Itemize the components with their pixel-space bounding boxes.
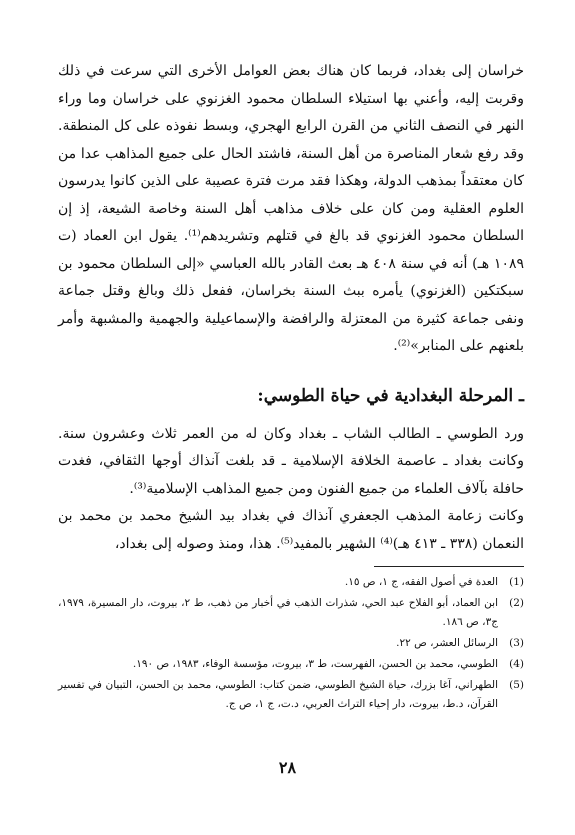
footnote-text: ابن العماد، أبو الفلاح عبد الحي، شذرات الذهب في أخبار من ذهب، ط ٢، بيروت، دار المسيرة، ١٩٧٩، ج٣، ص ١٨٦. bbox=[58, 597, 498, 628]
footnote-text: العدة في أصول الفقه، ج ١، ص ١٥. bbox=[344, 576, 498, 588]
footnote-text: الرسائل العشر، ص ٢٢. bbox=[396, 637, 498, 649]
footnote-item bbox=[58, 676, 524, 714]
page-number: ٢٨ bbox=[278, 758, 297, 777]
section-paragraph-1: ورد الطوسي ـ الطالب الشاب ـ بغداد وكان له من العمر ثلاث وعشرون سنة. وكانت بغداد ـ عاصمة الخلافة الإسلامية ـ قد بلغت آنذاك أوجها الثقافي، فغدت حافلة بآلاف العلماء من جميع الفنون ومن جميع المذاهب الإسلامية⁽³⁾. bbox=[58, 425, 524, 497]
footnote-text: الطهراني، آغا بزرك، حياة الشيخ الطوسي، ضمن كتاب: الطوسي، محمد بن الحسن، التبيان في تفسير القرآن، د.ط، بيروت، دار إحياء التراث العربي، د.ت، ج ١، ص ج. bbox=[58, 679, 498, 710]
section-heading: ـ المرحلة البغدادية في حياة الطوسي: bbox=[257, 385, 524, 406]
footnote-divider bbox=[374, 566, 524, 567]
section-paragraph-2: وكانت زعامة المذهب الجعفري آنذاك في بغداد بيد الشيخ محمد بن محمد بن النعمان (٣٣٨ ـ ٤١٣ هـ)⁽⁴⁾ الشهير بالمفيد⁽⁵⁾. هذا، ومنذ وصوله إلى بغداد، bbox=[58, 508, 524, 552]
footnote-number: (1) bbox=[509, 576, 524, 588]
footnotes-list bbox=[58, 573, 524, 714]
footnote-item bbox=[58, 634, 524, 653]
footnote-number: (4) bbox=[509, 658, 524, 670]
footnote-text: الطوسي، محمد بن الحسن، الفهرست، ط ٣، بيروت، مؤسسة الوفاء، ١٩٨٣، ص ١٩٠. bbox=[132, 658, 498, 670]
footnote-item bbox=[58, 573, 524, 592]
footnote-item bbox=[58, 594, 524, 632]
top-paragraph: خراسان إلى بغداد، فربما كان هناك بعض العوامل الأخرى التي سرعت في ذلك وقربت إليه، وأعني بها استيلاء السلطان محمود الغزنوي على خراسان وما وراء النهر في النصف الثاني من القرن الرابع الهجري، وبسط نفوذه على كل المنطقة. وقد رفع شعار المناصرة من أهل السنة، فاشتد الحال على جميع المذاهب عدا من كان معتقداً بمذهب الدولة، وهكذا فقد مرت فترة عصيبة على الذين كانوا يدرسون العلوم العقلية ومن كان على خلاف مذاهب أهل السنة وخاصة الشيعة، إذ إن السلطان محمود الغزنوي قد بالغ في قتلهم وتشريدهم⁽¹⁾. يقول ابن العماد (ت ١٠٨٩ هـ) أنه في سنة ٤٠٨ هـ بعث القادر بالله العباسي «إلى السلطان محمود بن سبكتكين (الغزنوي) يأمره ببث السنة بخراسان، ففعل ذلك وبالغ وقتل جماعة ونفى جماعة كثيرة من المعتزلة والرافضة والإسماعيلية والجهمية والمشبهة وأمر بلعنهم على المنابر»⁽²⁾. bbox=[58, 63, 524, 354]
section-body bbox=[58, 421, 524, 559]
footnote-number: (2) bbox=[509, 597, 524, 609]
footnote-item bbox=[58, 655, 524, 674]
footnote-number: (3) bbox=[509, 637, 524, 649]
footnote-number: (5) bbox=[509, 679, 524, 691]
page-body bbox=[58, 58, 524, 716]
